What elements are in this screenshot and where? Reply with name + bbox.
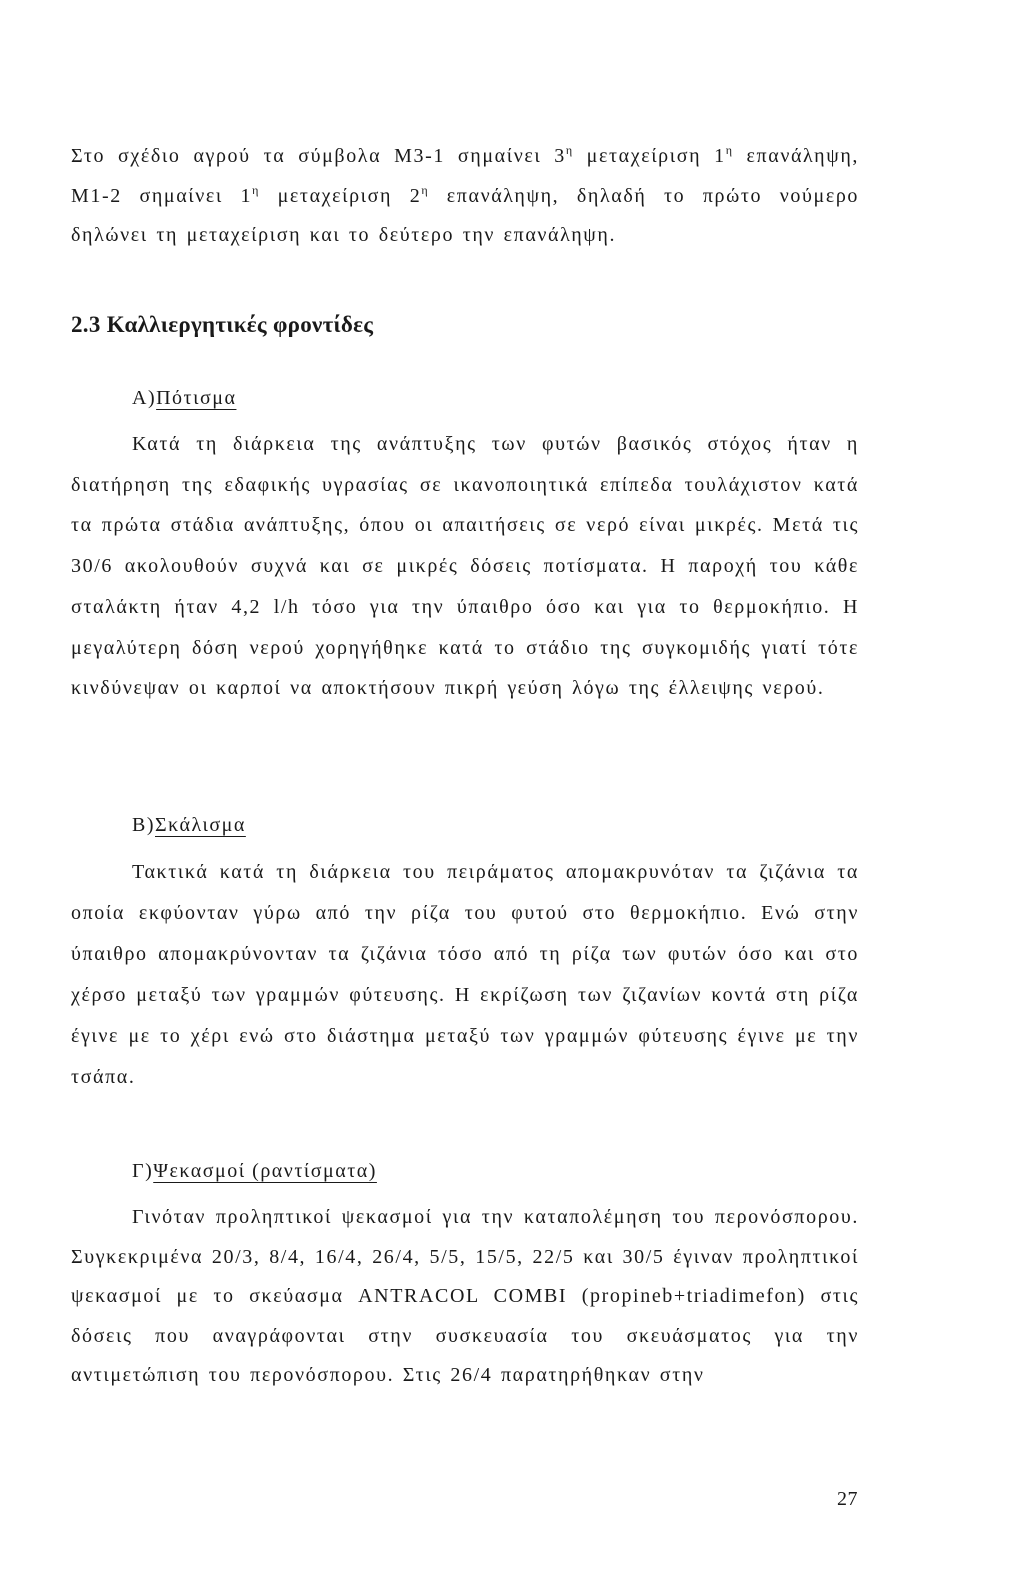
subsection-title-text: Ψεκασμοί (ραντίσματα): [153, 1160, 377, 1182]
intro-text: επανάληψη, Μ1-2 σημαίνει 1: [71, 145, 859, 207]
section-heading: 2.3 Καλλιεργητικές φροντίδες: [71, 312, 374, 337]
intro-text: Στο σχέδιο αγρού τα σύμβολα Μ3-1 σημαίνει 3: [71, 145, 566, 167]
subsection-title-spraying: [132, 1160, 377, 1183]
ordinal-superscript: η: [421, 182, 430, 197]
subsection-title-text: Πότισμα: [156, 387, 237, 409]
subsection-prefix: Γ): [132, 1160, 154, 1182]
ordinal-superscript: η: [725, 143, 734, 157]
subsection-title-hoeing: [132, 814, 246, 837]
subsection-prefix: Α): [132, 387, 157, 409]
page-number: 27: [837, 1488, 858, 1510]
intro-text: επανάληψη, δηλαδή το πρώτο νούμερο δηλώνει τη μεταχείριση και το δεύτερο την επανάληψη.: [71, 184, 859, 247]
intro-paragraph: [71, 137, 859, 256]
ordinal-superscript: η: [252, 182, 260, 197]
paragraph-watering: Κατά τη διάρκεια της ανάπτυξης των φυτών βασικός στόχος ήταν η διατήρηση της εδαφικής υγρασίας σε ικανοποιητικά επίπεδα τουλάχιστον κατά τα πρώτα στάδια ανάπτυξης, όπου οι απαιτήσεις σε νερό είναι μικρές. Μετά τις 30/6 ακολουθούν συχνά και σε μικρές δόσεις ποτίσματα. Η παροχή του κάθε σταλάκτη ήταν 4,2 l/h τόσο για την ύπαιθρο όσο και για το θερμοκήπιο. Η μεγαλύτερη δόση νερού χορηγήθηκε κατά το στάδιο της συγκομιδής γιατί τότε κινδύνεψαν οι καρποί να αποκτήσουν πικρή γεύση λόγω της έλλειψης νερού.: [71, 433, 859, 700]
ordinal-superscript: η: [565, 143, 574, 157]
subsection-title-text: Σκάλισμα: [155, 814, 246, 836]
paragraph-hoeing: Τακτικά κατά τη διάρκεια του πειράματος απομακρυνόταν τα ζιζάνια τα οποία εκφύονταν γύρω από την ρίζα του φυτού στο θερμοκήπιο. Ενώ στην ύπαιθρο απομακρύνονταν τα ζιζάνια τόσο από τη ρίζα των φυτών όσο και στο χέρσο μεταξύ των γραμμών φύτευσης. Η εκρίζωση των ζιζανίων κοντά στη ρίζα έγινε με το χέρι ενώ στο διάστημα μεταξύ των γραμμών φύτευσης έγινε με την τσάπα.: [71, 861, 859, 1088]
subsection-title-watering: [132, 387, 236, 410]
intro-text: μεταχείριση 2: [260, 184, 422, 207]
intro-text: μεταχείριση 1: [573, 145, 726, 167]
subsection-prefix: Β): [132, 814, 155, 836]
paragraph-spraying: Γινόταν προληπτικοί ψεκασμοί για την καταπολέμηση του περονόσπορου. Συγκεκριμένα 20/3, 8/4, 16/4, 26/4, 5/5, 15/5, 22/5 και 30/5 έγιναν προληπτικοί ψεκασμοί με το σκεύασμα ANTRACOL COMBI (propineb+triadimefon) στις δόσεις που αναγράφονται στην συσκευασία του σκευάσματος για την αντιμετώπιση του περονόσπορου. Στις 26/4 παρατηρήθηκαν στην: [71, 1206, 859, 1386]
